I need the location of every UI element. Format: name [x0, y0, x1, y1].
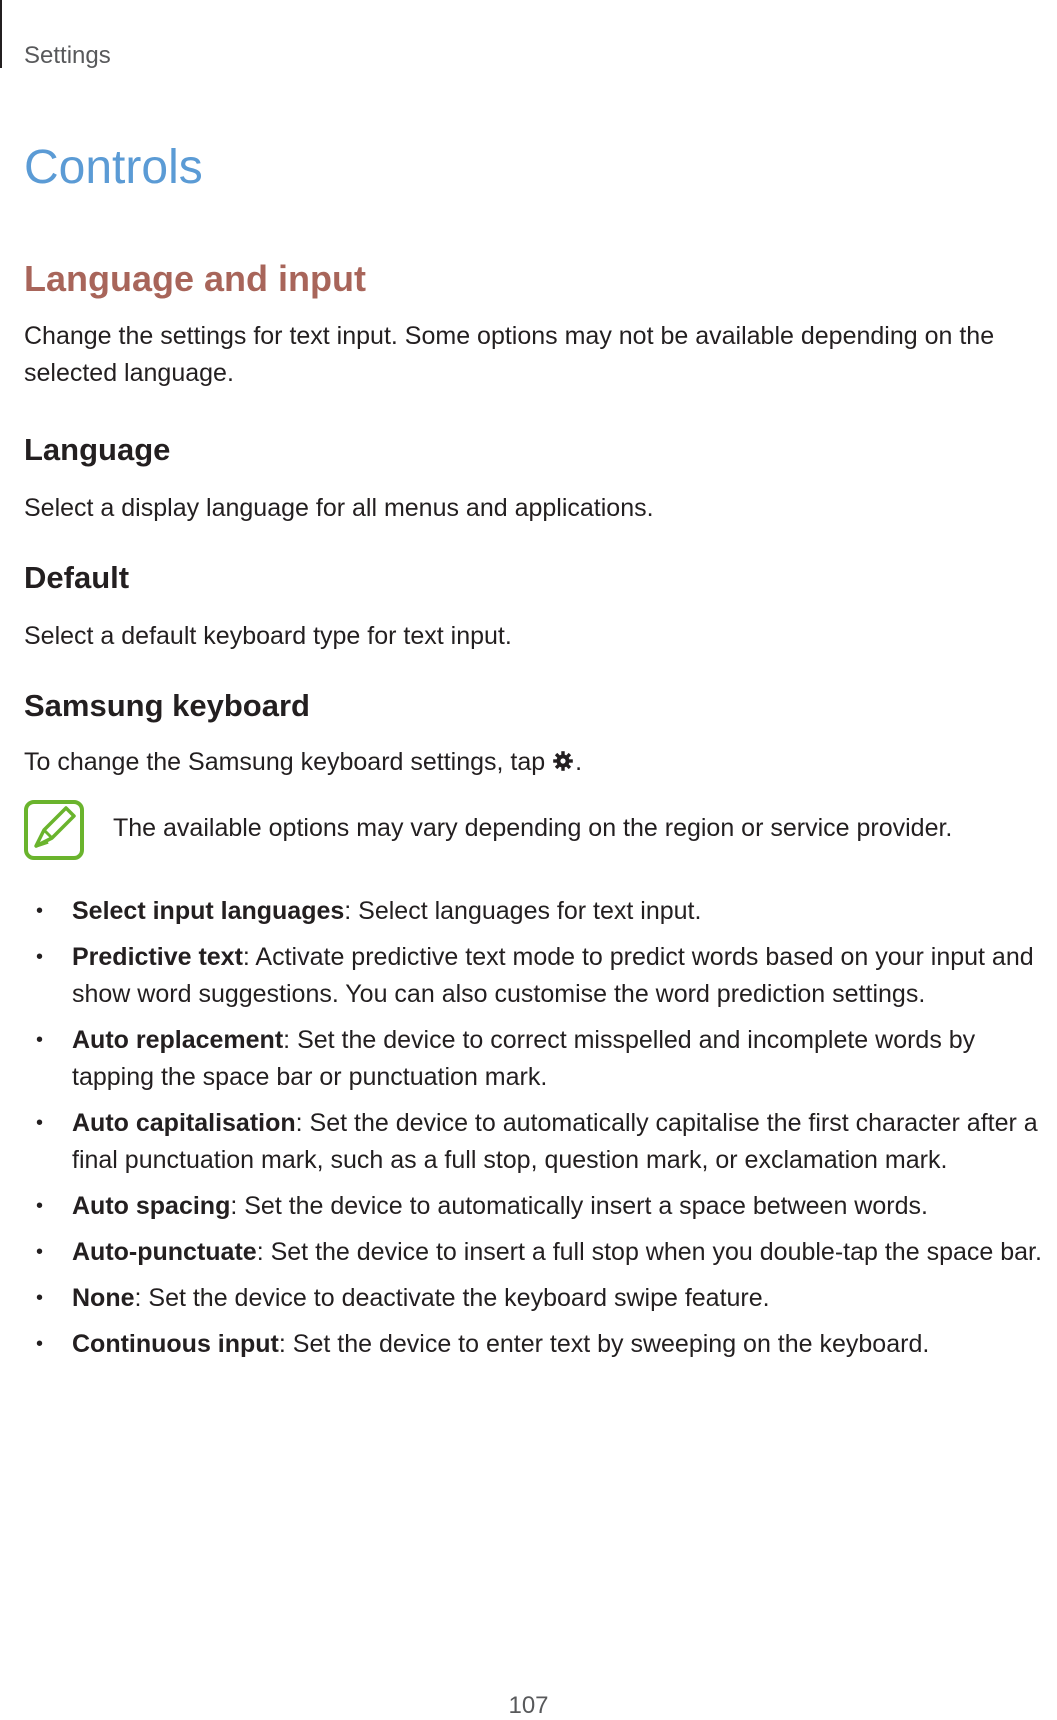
option-desc: : Activate predictive text mode to predict words based on your input and show word suggestions. You can also customise the word prediction settings. — [72, 943, 1034, 1008]
running-head: Settings — [24, 42, 111, 69]
list-item-none — [24, 1280, 1054, 1317]
option-desc: : Set the device to enter text by sweeping on the keyboard. — [278, 1330, 930, 1358]
list-item-predictive-text — [24, 939, 1054, 1013]
bullet: • — [36, 900, 44, 922]
bullet: • — [36, 946, 44, 968]
page-edge-line — [0, 0, 2, 68]
option-term: Auto-punctuate — [72, 1238, 257, 1266]
samsung-keyboard-instruction: To change the Samsung keyboard settings, tap — [24, 748, 546, 776]
bullet: • — [36, 1195, 44, 1217]
bullet: • — [36, 1333, 44, 1355]
option-desc: : Select languages for text input. — [344, 897, 702, 925]
note-box — [24, 800, 1034, 864]
samsung-keyboard-text — [24, 744, 1034, 784]
note-check-icon — [24, 800, 84, 860]
option-desc: : Set the device to automatically insert a space between words. — [230, 1192, 928, 1220]
page-title: Controls — [24, 141, 203, 194]
list-item-auto-replacement — [24, 1022, 1054, 1096]
option-term: Select input languages — [72, 897, 345, 925]
option-term: Continuous input — [72, 1330, 279, 1358]
option-term: Predictive text — [72, 943, 243, 971]
default-text: Select a default keyboard type for text input. — [24, 622, 512, 650]
list-item-auto-punctuate — [24, 1234, 1054, 1271]
option-term: Auto spacing — [72, 1192, 231, 1220]
option-desc: : Set the device to insert a full stop when you double-tap the space bar. — [256, 1238, 1042, 1266]
option-desc: : Set the device to deactivate the keyboard swipe feature. — [134, 1284, 770, 1312]
samsung-keyboard-text-end: . — [575, 748, 583, 776]
default-heading: Default — [24, 560, 130, 595]
option-term: Auto replacement — [72, 1026, 284, 1054]
option-term: None — [72, 1284, 135, 1312]
option-desc: : Set the device to automatically capitalise the first character after a final punctuation mark, such as a full stop, question mark, or exclamation mark. — [72, 1109, 1038, 1174]
page-number: 107 — [508, 1692, 549, 1719]
list-item-continuous-input — [24, 1326, 1054, 1363]
gear-icon — [551, 747, 575, 784]
list-item-select-input-languages — [24, 893, 1054, 930]
bullet: • — [36, 1241, 44, 1263]
language-heading: Language — [24, 432, 171, 467]
bullet: • — [36, 1112, 44, 1134]
option-term: Auto capitalisation — [72, 1109, 296, 1137]
list-item-auto-spacing — [24, 1188, 1054, 1225]
option-desc: : Set the device to correct misspelled and incomplete words by tapping the space bar or punctuation mark. — [72, 1026, 976, 1091]
options-list — [24, 893, 1054, 1372]
section-title: Language and input — [24, 258, 366, 299]
language-text: Select a display language for all menus and applications. — [24, 494, 654, 522]
samsung-keyboard-heading: Samsung keyboard — [24, 688, 310, 723]
section-intro: Change the settings for text input. Some options may not be available depending on the selected language. — [24, 322, 995, 387]
note-text: The available options may vary depending on the region or service provider. — [113, 814, 953, 842]
bullet: • — [36, 1287, 44, 1309]
bullet: • — [36, 1029, 44, 1051]
list-item-auto-capitalisation — [24, 1105, 1054, 1179]
